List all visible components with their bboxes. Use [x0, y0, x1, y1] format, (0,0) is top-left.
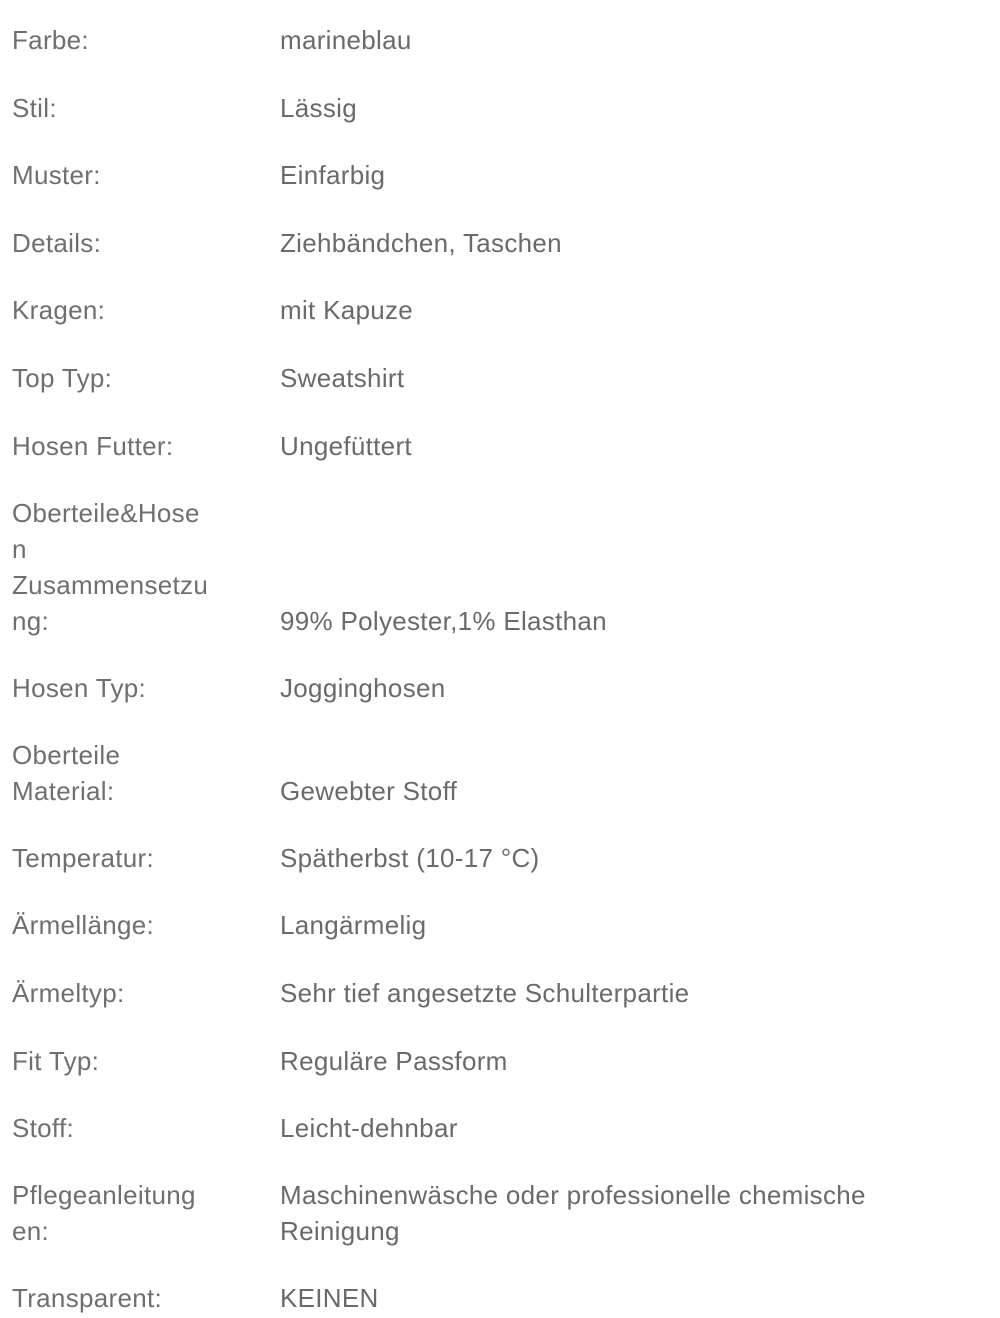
spec-row-kragen: [0, 292, 1000, 332]
spec-label: Oberteile&Hose n Zusammensetzu ng:: [12, 498, 209, 636]
spec-label: Kragen:: [12, 295, 106, 325]
spec-label: Transparent:: [12, 1283, 163, 1313]
spec-row-top-typ: [0, 360, 1000, 400]
spec-value: 99% Polyester,1% Elasthan: [280, 606, 607, 636]
spec-row-hosen-futter: [0, 428, 1000, 468]
spec-row-transparent: [0, 1280, 1000, 1316]
spec-value: Spätherbst (10-17 °C): [280, 843, 540, 873]
spec-label: Hosen Futter:: [12, 431, 174, 461]
spec-label: Oberteile Material:: [12, 740, 121, 806]
spec-row-temperatur: [0, 840, 1000, 880]
spec-row-stil: [0, 90, 1000, 130]
spec-label: Ärmellänge:: [12, 910, 155, 940]
spec-row-details: [0, 225, 1000, 265]
spec-value: Sehr tief angesetzte Schulterpartie: [280, 978, 690, 1008]
spec-value: marineblau: [280, 25, 412, 55]
spec-value: Reguläre Passform: [280, 1046, 508, 1076]
spec-value: Einfarbig: [280, 160, 386, 190]
spec-label: Stil:: [12, 93, 57, 123]
spec-label: Stoff:: [12, 1113, 75, 1143]
spec-value: Maschinenwäsche oder professionelle chemische Reinigung: [280, 1180, 866, 1246]
spec-value: KEINEN: [280, 1283, 379, 1313]
spec-label: Hosen Typ:: [12, 673, 147, 703]
spec-row-zusammensetzung: [0, 495, 1000, 643]
spec-label: Farbe:: [12, 25, 89, 55]
spec-row-fit-typ: [0, 1043, 1000, 1083]
spec-value: Langärmelig: [280, 910, 427, 940]
spec-value: Lässig: [280, 93, 357, 123]
spec-row-muster: [0, 157, 1000, 197]
spec-label: Ärmeltyp:: [12, 978, 125, 1008]
spec-value: Gewebter Stoff: [280, 776, 458, 806]
spec-row-aermeltyp: [0, 975, 1000, 1015]
spec-value: Ungefüttert: [280, 431, 412, 461]
spec-label: Muster:: [12, 160, 101, 190]
spec-row-aermellaenge: [0, 907, 1000, 947]
spec-value: Ziehbändchen, Taschen: [280, 228, 562, 258]
spec-row-hosen-typ: [0, 670, 1000, 710]
spec-label: Pflegeanleitung en:: [12, 1180, 196, 1246]
spec-value: Leicht-dehnbar: [280, 1113, 458, 1143]
spec-label: Top Typ:: [12, 363, 113, 393]
spec-row-stoff: [0, 1110, 1000, 1150]
spec-label: Temperatur:: [12, 843, 155, 873]
spec-value: Jogginghosen: [280, 673, 446, 703]
spec-label: Details:: [12, 228, 102, 258]
spec-row-farbe: [0, 22, 1000, 62]
spec-row-oberteile-material: [0, 737, 1000, 813]
spec-row-pflegeanleitungen: [0, 1177, 1000, 1253]
spec-value: mit Kapuze: [280, 295, 414, 325]
spec-label: Fit Typ:: [12, 1046, 100, 1076]
spec-value: Sweatshirt: [280, 363, 405, 393]
